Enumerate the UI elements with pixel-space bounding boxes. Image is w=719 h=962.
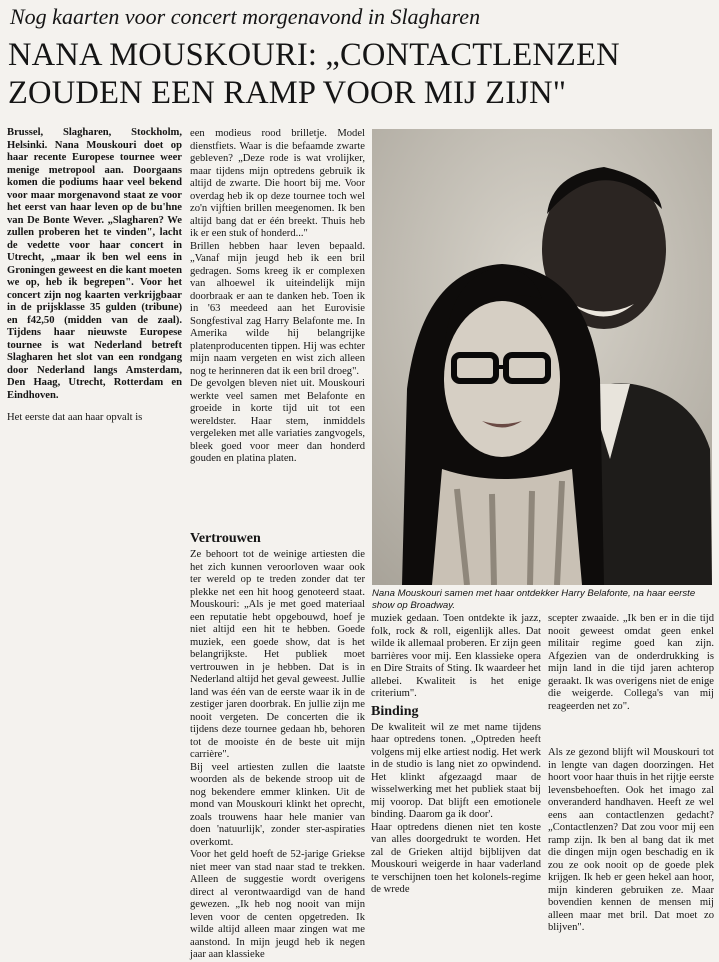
photo-caption: Nana Mouskouri samen met haar ontdekker Harry Belafonte, na haar eerste show op Broadway. <box>372 588 696 611</box>
paragraph: muziek gedaan. Toen ontdekte ik jazz, folk, rock & roll, eigenlijk alles. Dat wilde ik allemaal proberen. Er zijn geen barrières voor mij. Een klassieke opera en Dire Straits of Sting. Ik waardeer het allebei. Kwaliteit is het enige criterium". <box>371 613 541 699</box>
subheading-binding: Binding <box>371 703 419 719</box>
column-2-continued <box>190 528 365 962</box>
kicker-headline: Nog kaarten voor concert morgenavond in Slagharen <box>10 4 481 29</box>
column-1 <box>7 127 182 425</box>
paragraph: een modieus rood brilletje. Model dienstfiets. Waar is die befaamde zwarte gebleven? „Deze rode is wat vrolijker, maar tijdens mijn optredens gebruik ik altijd de zwarte. Die hoort bij me. Voor overdag heb ik op deze tournee toch wel zo'n vijftien brillen meegenomen. Ik ben altijd bang dat er één breekt. Thuis heb ik er een stuk of honderd..." <box>190 128 365 239</box>
paragraph: Als ze gezond blijft wil Mouskouri tot in lengte van dagen doorzingen. Het hoort voor haar thuis in het rijtje eerste levensbehoeften. Ook het imago zal onveranderd handhaven. Heeft ze wel eens aan contactlenzen gedacht? „Contactlenzen? Dat zou voor mij een ramp zijn. Ik ben al bang dat ik met die dingen mijn ogen beschadig en ik zou ze ook nooit op de goede plek krijgen. Ik heb er geen hekel aan hoor, mijn kinderen gebruiken ze. Maar bovendien kennen de mensen mij alleen maar met bril. Dat moet zo blijven". <box>548 747 714 933</box>
paragraph: Voor het geld hoeft de 52-jarige Griekse niet meer van stad naar stad te trekken. Alleen de suggestie wordt overigens direct al verontwaardigd van de hand gewezen. „Ik heb nog nooit van mijn leven voor de centen opgetreden. Ik wilde altijd alleen maar zingen wat me aanstond. In mijn jeugd heb ik negen jaar aan klassieke <box>190 849 365 960</box>
column-4-continued <box>548 747 714 935</box>
lead-paragraph: Brussel, Slagharen, Stockholm, Helsinki. Nana Mouskouri doet op haar recente Europese tournee weer menige metropool aan. Doorgaans komen die podiums haar veel bekend voor maar morgenavond staat ze voor het eerst van haar leven op de bu'hne van De Bonte Wever. „Slagharen? We zullen proberen het te vinden", lacht de vedette voor haar concert in Utrecht, „maar ik ben wel eens in Groningen geweest en die kant moeten we op, heb ik begrepen". Voor het concert zijn nog kaarten verkrijgbaar in de prijsklasse 35 gulden (tribune) en f42,50 (midden van de zaal). Tijdens haar nieuwste Europese tournee is wat Nederland betreft Slagharen het slot van een rondgang door Nederland langs Amsterdam, Den Haag, Utrecht, Rotterdam en Eindhoven. <box>7 127 182 401</box>
headline-line-1: NANA MOUSKOURI: „CONTACTLENZEN <box>8 37 620 73</box>
headline-line-2: ZOUDEN EEN RAMP VOOR MIJ ZIJN" <box>8 75 567 111</box>
subheading-vertrouwen: Vertrouwen <box>190 531 261 546</box>
column-2 <box>190 128 365 466</box>
paragraph: Brillen hebben haar leven bepaald. „Vanaf mijn jeugd heb ik een bril gedragen. Soms kreeg ik er complexen van alhoewel ik uiteindelijk mijn doorbraak er aan te danken heb. Toen ik in '63 meedeed aan het Eurovisie Songfestival zag Harry Belafonte me. In Amerika wilde hij belangrijke platenproducenten tippen. Hij was echter mijn naam vergeten en wist zich alleen nog te herinneren dat ik een bril droeg". <box>190 240 365 377</box>
column-4 <box>548 613 714 713</box>
news-photo <box>372 129 712 585</box>
photo-illustration <box>372 129 712 585</box>
paragraph: De kwaliteit wil ze met name tijdens haar optredens tonen. „Optreden heeft volgens mij elke artiest nodig. Het werk in de studio is lang niet zo opwindend. Het klinkt afgezaagd maar de wisselwerking met het publiek staat bij mij voorop. Dat blijft een emotionele binding. Daarom ga ik door'. <box>371 721 541 820</box>
paragraph: Bij veel artiesten zullen die laatste woorden als de bekende stroop uit de nog bekendere emmer klinken. Uit de mond van Mouskouri klinkt het oprecht, zoals trouwens haar hele manier van doen 'natuurlijk', zonder ster-aspiraties overkomt. <box>190 761 365 848</box>
main-headline <box>8 36 714 112</box>
paragraph: De gevolgen bleven niet uit. Mouskouri werkte veel samen met Belafonte en groeide in korte tijd uit tot een wereldster. Haar stem, inmiddels vergeleken met alle variaties zangvogels, bleek goed voor meer dan honderd gouden en platina platen. <box>190 378 365 464</box>
paragraph: Haar optredens dienen niet ten koste van alles doorgedrukt te worden. Het zal de Grieken altijd bijblijven dat Mouskouri weigerde in haar vaderland te verschijnen toen het kolonels-regime de wrede <box>371 821 541 895</box>
paragraph: scepter zwaaide. „Ik ben er in die tijd nooit geweest omdat geen enkel militair regime goed kan zijn. Afgezien van de onderdrukking is mijn land in die tijd jaren achterop geraakt. Ik was overigens niet de enige die weigerde. Collega's van mij reageerden net zo". <box>548 613 714 712</box>
paragraph: Het eerste dat aan haar opvalt is <box>7 412 143 423</box>
column-3 <box>371 613 541 897</box>
paragraph: Ze behoort tot de weinige artiesten die het zich kunnen veroorloven waar ook ter wereld op te treden zonder dat ter plekke net een hit hoog genoteerd staat. Mouskouri: „Als je met goed materiaal een reputatie hebt opgebouwd, hoef je niet altijd een hit te hebben. Goede muziek, een goede show, dat is het belangrijkste. Het publiek moet vertrouwen in je hebben. Dat is in Nederland altijd het geval geweest. Jullie land was één van de eerste waar ik in de zestiger jaren doorbrak. En jullie zijn me nooit vergeten. De concerten die ik tijdens deze tournee gedaan hb, behoren tot de mooiste én de beste uit mijn carrière". <box>190 549 365 760</box>
